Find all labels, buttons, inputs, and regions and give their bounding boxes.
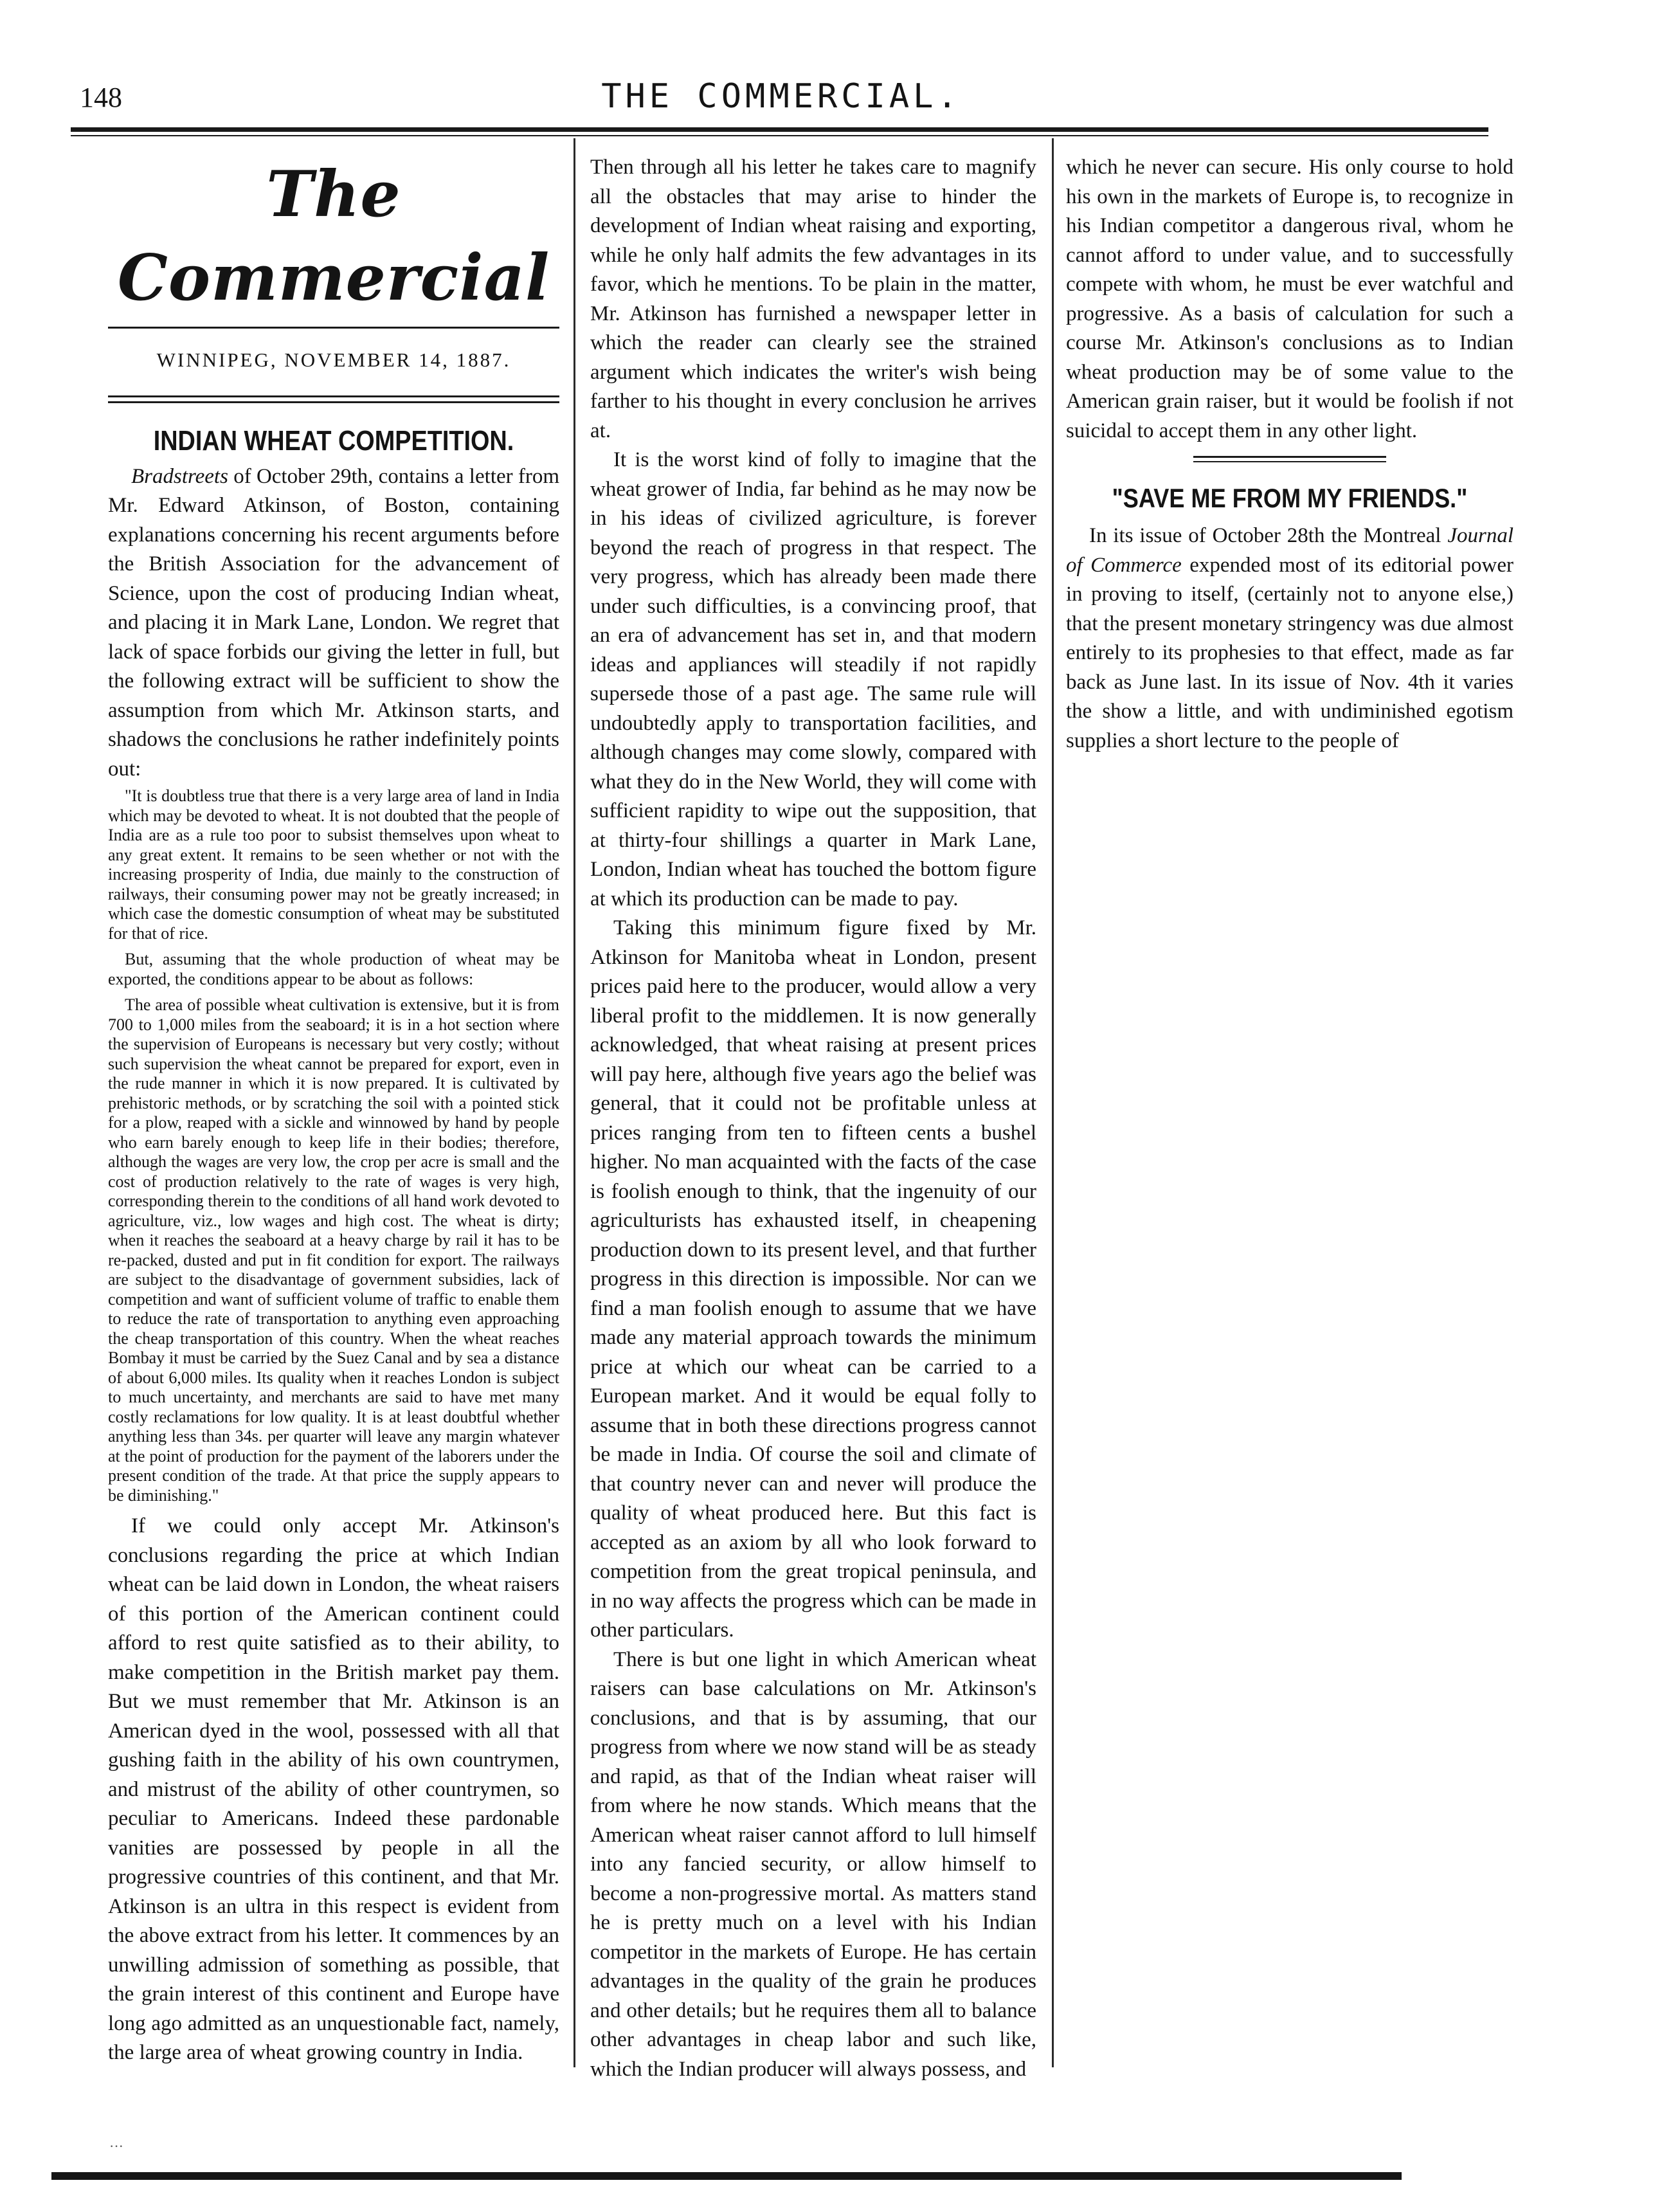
column-divider xyxy=(574,138,575,2067)
column-3 xyxy=(1066,153,1513,2089)
page-header xyxy=(71,76,1492,127)
bottom-rule xyxy=(51,2172,1402,2180)
source-name: Bradstreets xyxy=(131,464,228,488)
lead-text: of October 29th, contains a letter from Mr. Edward Atkinson, of Boston, containing explanations concerning his recent arguments before the British Association for the advancement of Science, upon the cost of producing Indian wheat, and placing it in Mark Lane, London. We regret that lack of space forbids our giving the letter in full, but the following extract will be sufficient to show the assumption from which Mr. Atkinson starts, and shadows the conclusions he rather indefinitely points out: xyxy=(108,464,559,781)
article-paragraph: Taking this minimum figure fixed by Mr. Atkinson for Manitoba wheat in London, present prices paid here to the producer, would allow a very liberal profit to the middlemen. It is now generally acknowledged, that wheat raising at present prices will pay here, although five years ago the belief was general, that it could not be profitable unless at prices ranging from ten to fifteen cents a bushel higher. No man acquainted with the facts of the case is foolish enough to think, that the ingenuity of our agriculturists has exhausted itself, in cheapening production down to its present level, and that further progress in this direction is impossible. Nor can we find a man foolish enough to assume that we have made any material approach towards the minimum price at which our wheat can be carried to a European market. And it would be equal folly to assume that in both these directions progress cannot be made in India. Of course the soil and climate of that country never can and never will produce the quality of wheat produced here. But this fact is accepted as an axiom by all who look forward to competition from the great tropical peninsula, and in no way affects the progress which can be made in other particulars. xyxy=(590,916,1036,1642)
article2-text-end: expended most of its editorial power in proving to itself, (certainly not to anyone else,) that the present monetary stringency was due almost entirely to its prophesies to that effect, made as far back as June last. In its issue of Nov. 4th it varies the show a little, and with undiminished egotism supplies a short lecture to the people of xyxy=(1066,553,1513,752)
section-rule xyxy=(1193,456,1386,462)
column-divider xyxy=(1052,138,1054,2067)
article-paragraph: which he never can secure. His only course to hold his own in the markets of Europe is, to recognize in his Indian competitor a dangerous rival, whom he cannot afford to under value, and to successfully compete with whom, he must be ever watchful and progressive. As a basis of calculation for such a course Mr. Atkinson's conclusions as to Indian wheat production may be of some value to the American grain raiser, but it would be foolish if not suicidal to accept them in any other light. xyxy=(1066,156,1513,442)
article-paragraph: There is but one light in which American wheat raisers can base calculations on Mr. Atkinson's conclusions, and that is by assuming, that our progress from where we now stand will be as steady and rapid, as that of the Indian wheat raiser will from where he now stands. Which means that the American wheat raiser cannot afford to lull himself into any fancied security, or allow himself to become a non-progressive mortal. As matters stand he is pretty much on a level with his Indian competitor in the markets of Europe. He has certain advantages in the quality of the grain he produces and other details; but he requires them all to balance other advantages in cheap labor and such like, which the Indian producer will always possess, and xyxy=(590,1647,1036,2081)
dateline: WINNIPEG, NOVEMBER 14, 1887. xyxy=(108,327,559,375)
block-quote xyxy=(108,786,559,943)
quote-paragraph: But, assuming that the whole production of wheat may be exported, the conditions appear to be about as follows: xyxy=(108,950,559,988)
column-2 xyxy=(590,153,1036,2089)
masthead-title: The Commercial xyxy=(117,158,550,315)
block-quote xyxy=(108,950,559,989)
article2-text-start: In its issue of October 28th the Montreal xyxy=(1089,524,1448,547)
article2-headline: "SAVE ME FROM MY FRIENDS." xyxy=(1112,483,1468,513)
header-rule-thin xyxy=(71,135,1488,136)
quote-paragraph: The area of possible wheat cultivation is extensive, but it is from 700 to 1,000 miles from the seaboard; it is in a hot section where the supervision of Europeans is necessary but very costly; without such supervision the wheat cannot be prepared for export, even in the rude manner in which it is now prepared. It is cultivated by prehistoric methods, or by scratching the soil with a pointed stick for a plow, reaped with a sickle and winnowed by hand by people who earn barely enough to keep life in their bodies; therefore, although the wages are very low, the crop per acre is small and the cost of production relatively to the rate of wages is very high, corresponding therein to the conditions of all hand work devoted to agriculture, viz., low wages and high cost. The wheat is dirty; when it reaches the seaboard at a heavy charge by rail it has to be re-packed, dusted and put in fit condition for export. The railways are subject to the disadvantage of government subsidies, lack of competition and want of sufficient volume of traffic to enable them to reduce the rate of transportation to anything even approaching the cheap transportation of this country. When the wheat reaches Bombay it must be carried by the Suez Canal and by sea a distance of about 6,000 miles. Its quality when it reaches London is subject to much uncertainty, and merchants are said to have met many costly reclamations for low quality. It is at least doubtful whether anything less than 34s. per quarter will leave any margin whatever at the point of production for the payment of the laborers under the present condition of the trade. At that price the supply appears to be diminishing." xyxy=(108,995,559,1505)
double-rule xyxy=(108,395,559,403)
page-number: 148 xyxy=(80,82,122,113)
header-rule xyxy=(71,127,1488,132)
print-mark: ··· xyxy=(109,2138,123,2154)
article-paragraph: It is the worst kind of folly to imagine that the wheat grower of India, far behind as he may now be in his ideas of civilized agriculture, is forever beyond the reach of progress in that respect. The very progress, which has already been made there under such difficulties, is a convincing proof, that an era of advancement has set in, and that modern ideas and appliances will steadily if not rapidly supersede those of a past age. The same rule will undoubtedly apply to transportation facilities, and although changes may come slowly, compared with what they do in the New World, they will come with sufficient rapidity to wipe out the supposition, that at thirty-four shillings a quarter in Mark Lane, London, Indian wheat has touched the bottom figure at which its production can be made to pay. xyxy=(590,448,1036,911)
running-head: THE COMMERCIAL. xyxy=(601,77,961,116)
column-1 xyxy=(108,153,559,2089)
article-headline: INDIAN WHEAT COMPETITION. xyxy=(153,424,514,457)
article-paragraph: Then through all his letter he takes care to magnify all the obstacles that may arise to hinder the development of Indian wheat raising and exporting, while he only half admits the few advantages in its favor, which he mentions. To be plain in the matter, Mr. Atkinson has furnished a newspaper letter in which the reader can clearly see the strained argument which indicates the writer's wish being farther to his thought in every conclusion he arrives at. xyxy=(590,156,1036,442)
quote-paragraph: "It is doubtless true that there is a very large area of land in India which may be devoted to wheat. It is not doubted that the people of India are as a rule too poor to subsist themselves upon wheat to any great extent. It remains to be seen whether or not with the increasing prosperity of India, due mainly to the construction of railways, their consuming power may not be greatly increased; in which case the domestic consumption of wheat may be substituted for that of rice. xyxy=(108,786,559,943)
journal-name: Journal of Commerce xyxy=(1066,524,1513,577)
article-paragraph: If we could only accept Mr. Atkinson's conclusions regarding the price at which Indian wheat can be laid down in London, the wheat raisers of this portion of the American continent could afford to rest quite satisfied as to their ability, to make competition in the British market pay them. But we must remember that Mr. Atkinson is an American dyed in the wool, possessed with all that gushing faith in the ability of his own countrymen, and mistrust of the ability of other countrymen, so peculiar to Americans. Indeed these pardonable vanities are possessed by people in all the progressive countries of this continent, and that Mr. Atkinson is an ultra in this respect is evident from the above extract from his letter. It commences by an unwilling admission of something as possible, that the grain interest of this continent and Europe have long ago admitted as an unquestionable fact, namely, the large area of wheat growing country in India. xyxy=(108,1514,559,2064)
block-quote xyxy=(108,995,559,1505)
article-lead xyxy=(108,462,559,784)
article2-paragraph xyxy=(1066,521,1513,756)
